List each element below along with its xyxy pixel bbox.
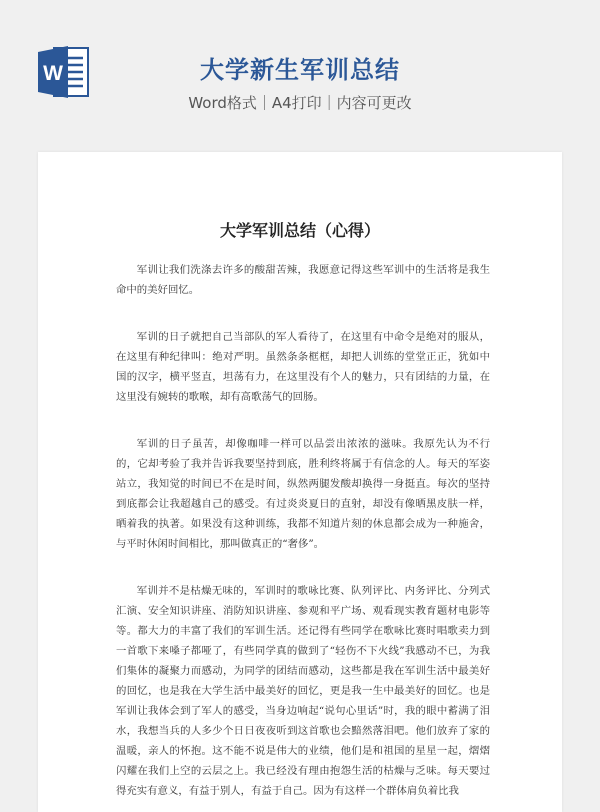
paragraph: 军训让我们洗涤去许多的酸甜苦辣，我愿意记得这些军训中的生活将是我生命中的美好回忆。 [116,264,490,296]
word-icon-letter: W [43,62,63,85]
page-title: 大学新生军训总结 [200,56,400,84]
document-title: 大学军训总结（心得） [219,221,380,240]
document-body [116,260,490,812]
paragraph: 军训的日子就把自己当部队的军人看待了，在这里有中命令是绝对的服从，在这里有种纪律叫：绝对严明。虽然条条框框，却把人训练的堂堂正正，犹如中国的汉字，横平竖直，坦荡有力，在这里没有个人的魅力，只有团结的力量，在这里没有婉转的歌喉，却有高歌荡气的回肠。 [116,331,490,403]
paragraph: 军训的日子虽苦，却像咖啡一样可以品尝出浓浓的滋味。我原先认为不行的，它却考验了我并告诉我要坚持到底，胜利终将属于有信念的人。每天的军姿站立，我知觉的时间已不在是时间，纵然两腿发酸却换得一身挺直。每次的坚持到底都会让我超越自己的感受。有过炎炎夏日的直射，却没有像晒黑皮肤一样，晒着我的执著。如果没有这种训练，我都不知道片刻的休息都会成为一种施舍，与平时休闲时间相比，那叫做真正的“奢侈”。 [116,438,490,550]
paragraph: 军训并不是枯燥无味的，军训时的歌咏比赛、队列评比、内务评比、分列式汇演、安全知识讲座、消防知识讲座、参观和平广场、观看现实教育题材电影等等。都大力的丰富了我们的军训生活。还记得有些同学在歌咏比赛时唱歌卖力到一首歌下来嗓子都哑了，有些同学真的做到了“轻伤不下火线”我感动不已，为我们集体的凝聚力而感动，为同学的团结而感动，这些都是我在军训生活中最美好的回忆，也是我在大学生活中最美好的回忆，更是我一生中最美好的回忆。也是军训让我体会到了军人的感受，当身边响起“说句心里话”时，我的眼中蓄满了泪水，我想当兵的人多少个日日夜夜听到这首歌也会黯然落泪吧。他们放弃了家的温暖，亲人的怀抱。这不能不说是伟大的业绩，他们是和祖国的星星一起，熠熠闪耀在我们上空的云层之上。我已经没有理由抱怨生活的枯燥与乏味。每天要过得充实有意义，有益于别人，有益于自己。因为有这样一个群体肩负着比我 [116,585,490,797]
page-subtitle: Word格式｜A4打印｜内容可更改 [188,94,412,112]
document-page [38,152,562,812]
header [0,0,600,150]
